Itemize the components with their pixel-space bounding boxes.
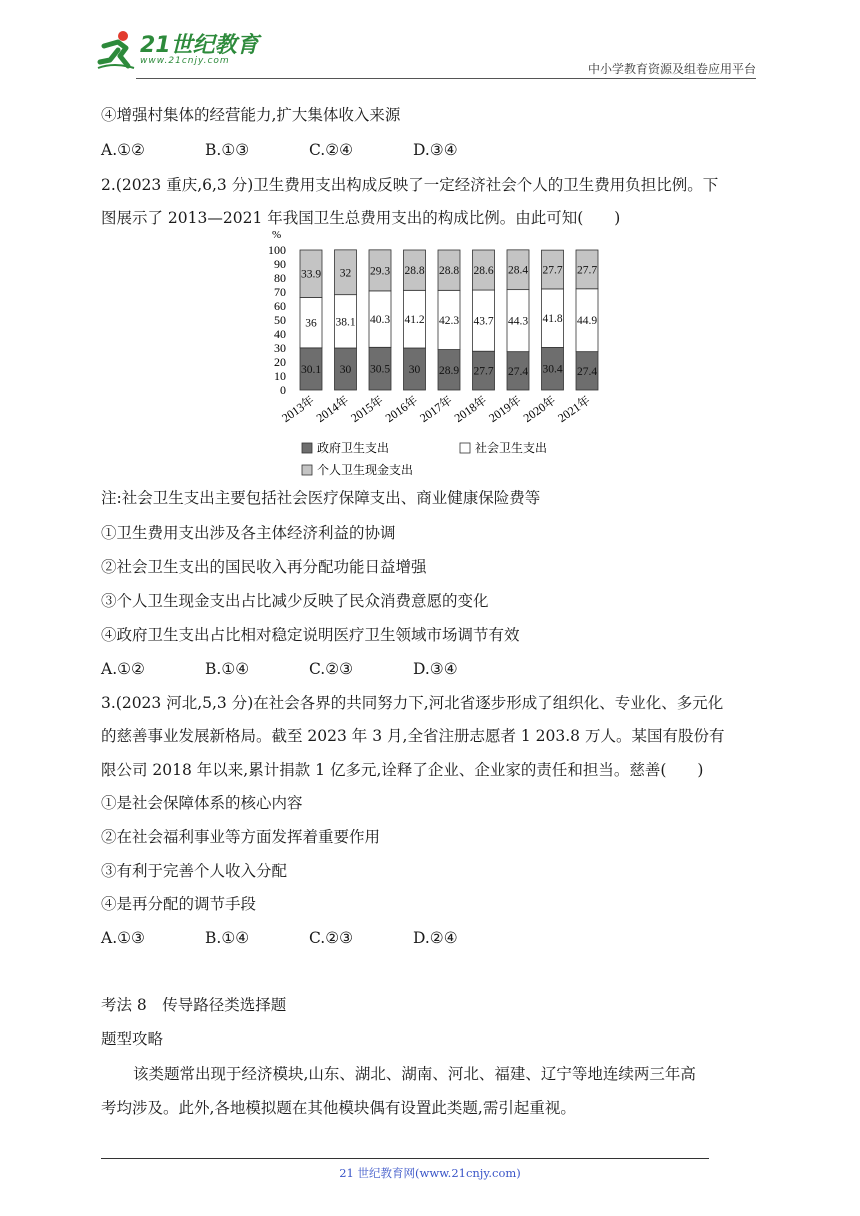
answer-a[interactable]: A.①② <box>101 141 145 159</box>
q3-option-4: ④是再分配的调节手段 <box>101 895 257 913</box>
data-label: 30.5 <box>369 363 391 376</box>
y-tick-label: 50 <box>274 313 286 327</box>
x-tick-label: 2021年 <box>555 392 593 426</box>
y-tick-label: 20 <box>274 355 286 369</box>
data-label: 27.4 <box>507 365 529 378</box>
data-label: 28.8 <box>404 265 425 278</box>
x-tick-label: 2013年 <box>279 392 317 426</box>
data-label: 38.1 <box>335 316 356 329</box>
data-label: 30 <box>408 364 421 376</box>
data-label: 44.9 <box>576 315 598 328</box>
legend-swatch <box>302 465 312 475</box>
q1-answers <box>101 139 517 161</box>
y-tick-label: 100 <box>268 243 286 257</box>
logo-title: 21世纪教育 <box>140 33 259 58</box>
y-tick-label: 70 <box>274 285 286 299</box>
q1-option-4: ④增强村集体的经营能力,扩大集体收入来源 <box>101 106 401 124</box>
legend-label: 社会卫生支出 <box>475 441 548 455</box>
q3-stem-line-2: 的慈善事业发展新格局。截至 2023 年 3 月,全省注册志愿者 1 203.8 万人。某国有股份有 <box>101 727 725 745</box>
data-label: 43.7 <box>473 315 494 328</box>
data-label: 29.3 <box>369 265 391 278</box>
answer-b[interactable]: B.①④ <box>205 929 250 947</box>
page-header <box>96 28 756 80</box>
section-subtitle: 题型攻略 <box>101 1030 164 1048</box>
y-tick-label: 90 <box>274 257 286 271</box>
footer-divider <box>101 1158 709 1159</box>
legend-swatch <box>302 443 312 453</box>
answer-d[interactable]: D.③④ <box>413 141 458 159</box>
y-tick-label: 80 <box>274 271 286 285</box>
data-label: 44.3 <box>507 315 529 328</box>
x-tick-label: 2018年 <box>451 392 490 426</box>
answer-b[interactable]: B.①③ <box>205 141 250 159</box>
answer-c[interactable]: C.②④ <box>309 141 354 159</box>
answer-d[interactable]: D.③④ <box>413 660 458 678</box>
x-tick-label: 2020年 <box>520 392 559 426</box>
q2-option-4: ④政府卫生支出占比相对稳定说明医疗卫生领域市场调节有效 <box>101 626 520 644</box>
y-tick-label: 60 <box>274 299 286 313</box>
q2-option-3: ③个人卫生现金支出占比减少反映了民众消费意愿的变化 <box>101 592 489 610</box>
answer-d[interactable]: D.②④ <box>413 929 458 947</box>
y-tick-label: 40 <box>274 327 286 341</box>
answer-c[interactable]: C.②③ <box>309 660 354 678</box>
section-paragraph-line-2: 考均涉及。此外,各地模拟题在其他模块偶有设置此类题,需引起重视。 <box>101 1099 576 1117</box>
data-label: 27.4 <box>576 365 598 378</box>
answer-a[interactable]: A.①③ <box>101 929 145 947</box>
y-tick-label: 30 <box>274 341 286 355</box>
data-label: 30 <box>339 364 352 376</box>
header-divider <box>136 78 756 79</box>
q3-option-2: ②在社会福利事业等方面发挥着重要作用 <box>101 828 381 846</box>
data-label: 42.3 <box>438 314 460 327</box>
data-label: 28.6 <box>473 265 494 278</box>
logo-url: www.21cnjy.com <box>140 56 230 66</box>
q2-note: 注:社会卫生支出主要包括社会医疗保障支出、商业健康保险费等 <box>101 489 541 507</box>
y-axis-unit-label: % <box>272 229 282 241</box>
data-label: 33.9 <box>300 268 322 281</box>
x-tick-label: 2014年 <box>313 392 352 426</box>
answer-a[interactable]: A.①② <box>101 660 145 678</box>
y-tick-label: 10 <box>274 369 286 383</box>
data-label: 36 <box>305 317 317 330</box>
section-title: 考法 8 传导路径类选择题 <box>101 996 287 1014</box>
data-label: 41.8 <box>542 313 563 326</box>
data-label: 27.7 <box>542 264 563 277</box>
x-tick-label: 2015年 <box>348 392 386 426</box>
site-logo[interactable] <box>96 28 259 72</box>
data-label: 32 <box>339 267 352 280</box>
data-label: 27.7 <box>473 365 494 378</box>
x-tick-label: 2017年 <box>417 392 455 426</box>
q2-answers <box>101 658 517 680</box>
data-label: 41.2 <box>404 314 425 327</box>
data-label: 28.8 <box>438 265 460 278</box>
data-label: 30.1 <box>300 363 322 376</box>
y-tick-label: 0 <box>280 383 286 397</box>
runner-logo-icon <box>96 28 136 72</box>
data-label: 28.9 <box>438 364 460 377</box>
x-tick-label: 2016年 <box>382 392 421 426</box>
health-expenditure-chart <box>262 226 602 488</box>
section-paragraph-line-1: 该类题常出现于经济模块,山东、湖北、湖南、河北、福建、辽宁等地连续两三年高 <box>133 1065 696 1083</box>
data-label: 40.3 <box>369 314 391 327</box>
q3-answers <box>101 927 517 949</box>
legend-swatch <box>460 443 470 453</box>
x-tick-label: 2019年 <box>486 392 524 426</box>
q2-stem-line-1: 2.(2023 重庆,6,3 分)卫生费用支出构成反映了一定经济社会个人的卫生费用负担比例。下 <box>101 176 719 194</box>
q2-option-2: ②社会卫生支出的国民收入再分配功能日益增强 <box>101 558 427 576</box>
q3-option-1: ①是社会保障体系的核心内容 <box>101 794 303 812</box>
data-label: 27.7 <box>576 264 598 277</box>
legend-label: 政府卫生支出 <box>317 441 390 455</box>
answer-c[interactable]: C.②③ <box>309 929 354 947</box>
data-label: 30.4 <box>542 363 563 376</box>
platform-name: 中小学教育资源及组卷应用平台 <box>587 62 756 76</box>
q2-stem-line-2: 图展示了 2013—2021 年我国卫生总费用支出的构成比例。由此可知( ) <box>101 209 621 227</box>
q3-option-3: ③有利于完善个人收入分配 <box>101 862 288 880</box>
legend-label: 个人卫生现金支出 <box>317 463 414 477</box>
answer-b[interactable]: B.①④ <box>205 660 250 678</box>
footer-link[interactable]: 21 世纪教育网(www.21cnjy.com) <box>339 1166 521 1180</box>
data-label: 28.4 <box>507 264 529 277</box>
q2-option-1: ①卫生费用支出涉及各主体经济利益的协调 <box>101 524 396 542</box>
q3-stem-line-3: 限公司 2018 年以来,累计捐款 1 亿多元,诠释了企业、企业家的责任和担当。慈善( ) <box>101 761 704 779</box>
q3-stem-line-1: 3.(2023 河北,5,3 分)在社会各界的共同努力下,河北省逐步形成了组织化、专业化、多元化 <box>101 694 724 712</box>
